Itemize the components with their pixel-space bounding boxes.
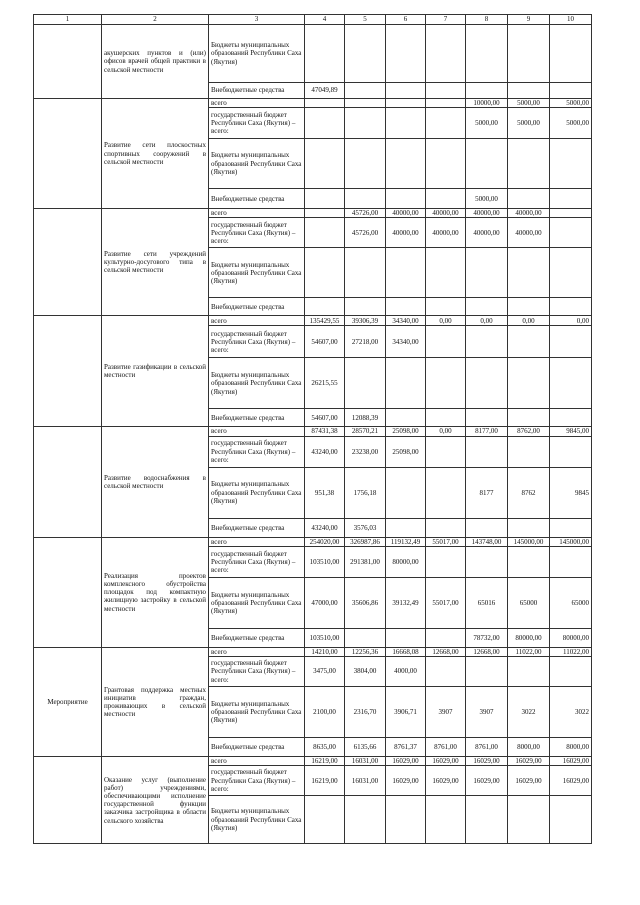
amount-cell <box>305 796 345 844</box>
amount-cell <box>508 248 550 298</box>
amount-cell: 54607,00 <box>305 326 345 358</box>
amount-cell <box>508 409 550 427</box>
amount-cell: 9845 <box>550 467 592 518</box>
column-number: 7 <box>426 15 466 25</box>
funding-source-cell: Бюджеты муниципальных образований Республики Саха (Якутия) <box>209 358 305 409</box>
amount-cell <box>550 358 592 409</box>
amount-cell: 65000 <box>550 577 592 628</box>
budget-table <box>33 14 592 844</box>
amount-cell <box>305 248 345 298</box>
amount-cell: 291381,00 <box>345 546 386 577</box>
amount-cell: 16029,00 <box>466 757 508 766</box>
funding-source-cell: Внебюджетные средства <box>209 83 305 99</box>
amount-cell <box>305 209 345 218</box>
amount-cell <box>508 25 550 83</box>
amount-cell: 14210,00 <box>305 647 345 656</box>
amount-cell <box>386 99 426 108</box>
amount-cell <box>466 25 508 83</box>
amount-cell: 16029,00 <box>508 766 550 796</box>
amount-cell <box>345 796 386 844</box>
amount-cell: 8762 <box>508 467 550 518</box>
amount-cell <box>345 108 386 139</box>
amount-cell: 0,00 <box>426 316 466 326</box>
amount-cell <box>345 139 386 189</box>
amount-cell: 5000,00 <box>466 189 508 209</box>
funding-source-cell: Внебюджетные средства <box>209 189 305 209</box>
amount-cell <box>386 467 426 518</box>
table-row <box>34 25 592 83</box>
funding-source-cell: Бюджеты муниципальных образований Республики Саха (Якутия) <box>209 139 305 189</box>
amount-cell <box>386 248 426 298</box>
amount-cell: 103510,00 <box>305 628 345 647</box>
amount-cell: 8177,00 <box>466 427 508 436</box>
amount-cell <box>426 83 466 99</box>
amount-cell <box>426 99 466 108</box>
amount-cell <box>305 99 345 108</box>
amount-cell: 0,00 <box>466 316 508 326</box>
column-number: 2 <box>102 15 209 25</box>
amount-cell <box>345 189 386 209</box>
amount-cell: 80000,00 <box>386 546 426 577</box>
amount-cell: 34340,00 <box>386 316 426 326</box>
amount-cell: 8761,00 <box>466 738 508 757</box>
amount-cell <box>345 25 386 83</box>
amount-cell <box>550 546 592 577</box>
funding-source-cell: всего <box>209 209 305 218</box>
amount-cell: 10000,00 <box>466 99 508 108</box>
column-number-row <box>34 15 592 25</box>
amount-cell: 65016 <box>466 577 508 628</box>
column-number: 8 <box>466 15 508 25</box>
amount-cell: 254020,00 <box>305 537 345 546</box>
amount-cell <box>508 298 550 316</box>
event-type-cell <box>34 757 102 844</box>
amount-cell: 5000,00 <box>466 108 508 139</box>
amount-cell <box>386 83 426 99</box>
amount-cell <box>345 358 386 409</box>
amount-cell: 12668,00 <box>426 647 466 656</box>
amount-cell <box>426 409 466 427</box>
amount-cell <box>550 657 592 687</box>
amount-cell: 6135,66 <box>345 738 386 757</box>
amount-cell: 135429,55 <box>305 316 345 326</box>
amount-cell: 0,00 <box>426 427 466 436</box>
amount-cell: 4000,00 <box>386 657 426 687</box>
amount-cell: 55017,00 <box>426 537 466 546</box>
amount-cell: 34340,00 <box>386 326 426 358</box>
funding-source-cell: Бюджеты муниципальных образований Республики Саха (Якутия) <box>209 248 305 298</box>
amount-cell: 35606,86 <box>345 577 386 628</box>
amount-cell <box>508 139 550 189</box>
amount-cell <box>345 248 386 298</box>
amount-cell <box>508 518 550 537</box>
amount-cell: 5000,00 <box>508 108 550 139</box>
amount-cell: 16219,00 <box>305 757 345 766</box>
amount-cell <box>466 83 508 99</box>
event-type-cell <box>34 316 102 427</box>
amount-cell <box>550 409 592 427</box>
amount-cell: 11022,00 <box>550 647 592 656</box>
amount-cell <box>426 546 466 577</box>
amount-cell: 143748,00 <box>466 537 508 546</box>
funding-source-cell: Внебюджетные средства <box>209 518 305 537</box>
amount-cell <box>550 436 592 467</box>
amount-cell: 16029,00 <box>386 766 426 796</box>
amount-cell: 12256,36 <box>345 647 386 656</box>
amount-cell <box>466 436 508 467</box>
table-row <box>34 316 592 326</box>
amount-cell <box>466 139 508 189</box>
funding-source-cell: всего <box>209 757 305 766</box>
amount-cell: 54607,00 <box>305 409 345 427</box>
table-row <box>34 537 592 546</box>
amount-cell <box>305 139 345 189</box>
funding-source-cell: всего <box>209 99 305 108</box>
amount-cell: 0,00 <box>508 316 550 326</box>
amount-cell: 40000,00 <box>386 209 426 218</box>
amount-cell <box>426 189 466 209</box>
column-number: 9 <box>508 15 550 25</box>
amount-cell <box>550 298 592 316</box>
amount-cell <box>508 546 550 577</box>
amount-cell <box>508 358 550 409</box>
amount-cell <box>508 436 550 467</box>
amount-cell <box>508 796 550 844</box>
amount-cell <box>466 326 508 358</box>
event-name-cell: Развитие сети плоскостных спортивных сооружений в сельской местности <box>102 99 209 209</box>
amount-cell: 12088,39 <box>345 409 386 427</box>
amount-cell <box>550 209 592 218</box>
amount-cell: 5000,00 <box>550 108 592 139</box>
amount-cell <box>508 657 550 687</box>
amount-cell: 40000,00 <box>426 209 466 218</box>
amount-cell <box>386 518 426 537</box>
amount-cell <box>386 298 426 316</box>
amount-cell: 2316,70 <box>345 687 386 738</box>
funding-source-cell: Бюджеты муниципальных образований Республики Саха (Якутия) <box>209 25 305 83</box>
funding-source-cell: государственный бюджет Республики Саха (Якутия) – всего: <box>209 766 305 796</box>
table-row <box>34 99 592 108</box>
amount-cell <box>386 108 426 139</box>
amount-cell <box>426 248 466 298</box>
funding-source-cell: Бюджеты муниципальных образований Республики Саха (Якутия) <box>209 687 305 738</box>
amount-cell: 80000,00 <box>508 628 550 647</box>
column-number: 4 <box>305 15 345 25</box>
amount-cell: 78732,00 <box>466 628 508 647</box>
amount-cell: 0,00 <box>550 316 592 326</box>
amount-cell <box>426 436 466 467</box>
funding-source-cell: государственный бюджет Республики Саха (Якутия) – всего: <box>209 436 305 467</box>
funding-source-cell: Внебюджетные средства <box>209 738 305 757</box>
event-name-cell: Развитие газификации в сельской местности <box>102 316 209 427</box>
amount-cell: 145000,00 <box>508 537 550 546</box>
amount-cell <box>508 326 550 358</box>
event-type-cell <box>34 537 102 647</box>
amount-cell <box>426 467 466 518</box>
amount-cell: 43240,00 <box>305 518 345 537</box>
amount-cell <box>426 108 466 139</box>
amount-cell: 3022 <box>508 687 550 738</box>
amount-cell: 40000,00 <box>426 218 466 248</box>
amount-cell <box>305 189 345 209</box>
funding-source-cell: государственный бюджет Республики Саха (Якутия) – всего: <box>209 326 305 358</box>
amount-cell <box>386 358 426 409</box>
amount-cell: 8000,00 <box>550 738 592 757</box>
amount-cell: 5000,00 <box>508 99 550 108</box>
amount-cell <box>305 218 345 248</box>
amount-cell: 43240,00 <box>305 436 345 467</box>
amount-cell: 40000,00 <box>508 209 550 218</box>
amount-cell: 23238,00 <box>345 436 386 467</box>
amount-cell <box>466 248 508 298</box>
amount-cell: 39306,39 <box>345 316 386 326</box>
amount-cell <box>426 139 466 189</box>
amount-cell <box>386 189 426 209</box>
funding-source-cell: государственный бюджет Республики Саха (Якутия) – всего: <box>209 108 305 139</box>
amount-cell: 16029,00 <box>466 766 508 796</box>
amount-cell: 40000,00 <box>466 209 508 218</box>
amount-cell: 40000,00 <box>466 218 508 248</box>
amount-cell <box>305 108 345 139</box>
amount-cell <box>426 25 466 83</box>
amount-cell: 3576,03 <box>345 518 386 537</box>
amount-cell: 8762,00 <box>508 427 550 436</box>
event-type-cell <box>34 25 102 99</box>
amount-cell: 3906,71 <box>386 687 426 738</box>
amount-cell: 40000,00 <box>386 218 426 248</box>
amount-cell <box>345 628 386 647</box>
event-name-cell: Развитие сети учреждений культурно-досугового типа в сельской местности <box>102 209 209 316</box>
amount-cell: 8761,00 <box>426 738 466 757</box>
amount-cell <box>550 189 592 209</box>
amount-cell: 16219,00 <box>305 766 345 796</box>
amount-cell: 65000 <box>508 577 550 628</box>
amount-cell: 2100,00 <box>305 687 345 738</box>
amount-cell: 45726,00 <box>345 209 386 218</box>
amount-cell <box>550 83 592 99</box>
amount-cell <box>386 409 426 427</box>
amount-cell <box>426 796 466 844</box>
amount-cell: 8635,00 <box>305 738 345 757</box>
funding-source-cell: Бюджеты муниципальных образований Республики Саха (Якутия) <box>209 467 305 518</box>
amount-cell <box>386 628 426 647</box>
funding-source-cell: всего <box>209 427 305 436</box>
amount-cell: 5000,00 <box>550 99 592 108</box>
funding-source-cell: всего <box>209 316 305 326</box>
amount-cell: 3475,00 <box>305 657 345 687</box>
amount-cell <box>305 298 345 316</box>
amount-cell <box>466 518 508 537</box>
amount-cell: 8177 <box>466 467 508 518</box>
amount-cell <box>345 83 386 99</box>
amount-cell <box>426 628 466 647</box>
amount-cell: 3907 <box>466 687 508 738</box>
amount-cell: 26215,55 <box>305 358 345 409</box>
amount-cell <box>466 358 508 409</box>
amount-cell: 16031,00 <box>345 757 386 766</box>
amount-cell: 16031,00 <box>345 766 386 796</box>
amount-cell <box>466 657 508 687</box>
amount-cell: 145000,00 <box>550 537 592 546</box>
amount-cell <box>550 25 592 83</box>
event-name-cell: акушерских пунктов и (или) офисов врачей общей практики в сельской местности <box>102 25 209 99</box>
amount-cell: 80000,00 <box>550 628 592 647</box>
amount-cell: 87431,38 <box>305 427 345 436</box>
amount-cell <box>550 139 592 189</box>
column-number: 6 <box>386 15 426 25</box>
amount-cell: 3022 <box>550 687 592 738</box>
amount-cell <box>386 25 426 83</box>
amount-cell: 16029,00 <box>550 766 592 796</box>
amount-cell <box>426 657 466 687</box>
amount-cell <box>345 298 386 316</box>
funding-source-cell: Бюджеты муниципальных образований Республики Саха (Якутия) <box>209 796 305 844</box>
amount-cell <box>550 248 592 298</box>
amount-cell: 3804,00 <box>345 657 386 687</box>
amount-cell <box>466 409 508 427</box>
amount-cell: 8000,00 <box>508 738 550 757</box>
event-name-cell: Развитие водоснабжения в сельской местности <box>102 427 209 537</box>
funding-source-cell: Внебюджетные средства <box>209 628 305 647</box>
event-name-cell: Оказание услуг (выполнение работ) учреждениями, обеспечивающими исполнение государственной функции заказчика застройщика в области сельского хозяйства <box>102 757 209 844</box>
funding-source-cell: государственный бюджет Республики Саха (Якутия) – всего: <box>209 657 305 687</box>
event-name-cell: Грантовая поддержка местных инициатив граждан, проживающих в сельской местности <box>102 647 209 756</box>
amount-cell <box>550 326 592 358</box>
amount-cell <box>508 83 550 99</box>
amount-cell: 119132,49 <box>386 537 426 546</box>
amount-cell: 39132,49 <box>386 577 426 628</box>
column-number: 3 <box>209 15 305 25</box>
amount-cell: 45726,00 <box>345 218 386 248</box>
amount-cell <box>466 298 508 316</box>
amount-cell: 103510,00 <box>305 546 345 577</box>
amount-cell: 47049,89 <box>305 83 345 99</box>
amount-cell <box>550 796 592 844</box>
amount-cell: 11022,00 <box>508 647 550 656</box>
amount-cell: 16029,00 <box>426 757 466 766</box>
event-type-cell: Мероприятие <box>34 647 102 756</box>
amount-cell <box>426 518 466 537</box>
amount-cell: 16029,00 <box>508 757 550 766</box>
amount-cell <box>386 796 426 844</box>
amount-cell: 3907 <box>426 687 466 738</box>
funding-source-cell: всего <box>209 647 305 656</box>
amount-cell: 40000,00 <box>508 218 550 248</box>
column-number: 1 <box>34 15 102 25</box>
amount-cell <box>426 358 466 409</box>
amount-cell: 25098,00 <box>386 436 426 467</box>
amount-cell: 16029,00 <box>550 757 592 766</box>
amount-cell <box>426 298 466 316</box>
amount-cell <box>426 326 466 358</box>
funding-source-cell: государственный бюджет Республики Саха (Якутия) – всего: <box>209 218 305 248</box>
amount-cell: 16668,08 <box>386 647 426 656</box>
table-row <box>34 427 592 436</box>
amount-cell: 951,38 <box>305 467 345 518</box>
amount-cell: 28570,21 <box>345 427 386 436</box>
amount-cell: 1756,18 <box>345 467 386 518</box>
amount-cell <box>508 189 550 209</box>
funding-source-cell: Внебюджетные средства <box>209 298 305 316</box>
funding-source-cell: Внебюджетные средства <box>209 409 305 427</box>
amount-cell <box>386 139 426 189</box>
amount-cell: 8761,37 <box>386 738 426 757</box>
amount-cell: 47000,00 <box>305 577 345 628</box>
amount-cell: 9845,00 <box>550 427 592 436</box>
event-name-cell: Реализация проектов комплексного обустройства площадок под компактную жилищную застройку в сельской местности <box>102 537 209 647</box>
funding-source-cell: всего <box>209 537 305 546</box>
amount-cell <box>466 546 508 577</box>
table-row <box>34 209 592 218</box>
table-row <box>34 647 592 656</box>
amount-cell: 55017,00 <box>426 577 466 628</box>
amount-cell: 16029,00 <box>426 766 466 796</box>
budget-table-body <box>34 15 592 844</box>
table-row <box>34 757 592 766</box>
amount-cell <box>550 518 592 537</box>
amount-cell: 12668,00 <box>466 647 508 656</box>
amount-cell <box>305 25 345 83</box>
amount-cell: 25098,00 <box>386 427 426 436</box>
amount-cell: 326987,86 <box>345 537 386 546</box>
column-number: 10 <box>550 15 592 25</box>
funding-source-cell: государственный бюджет Республики Саха (Якутия) – всего: <box>209 546 305 577</box>
amount-cell <box>550 218 592 248</box>
amount-cell <box>345 99 386 108</box>
column-number: 5 <box>345 15 386 25</box>
amount-cell: 27218,00 <box>345 326 386 358</box>
event-type-cell <box>34 209 102 316</box>
event-type-cell <box>34 427 102 537</box>
amount-cell <box>466 796 508 844</box>
amount-cell: 16029,00 <box>386 757 426 766</box>
event-type-cell <box>34 99 102 209</box>
funding-source-cell: Бюджеты муниципальных образований Республики Саха (Якутия) <box>209 577 305 628</box>
